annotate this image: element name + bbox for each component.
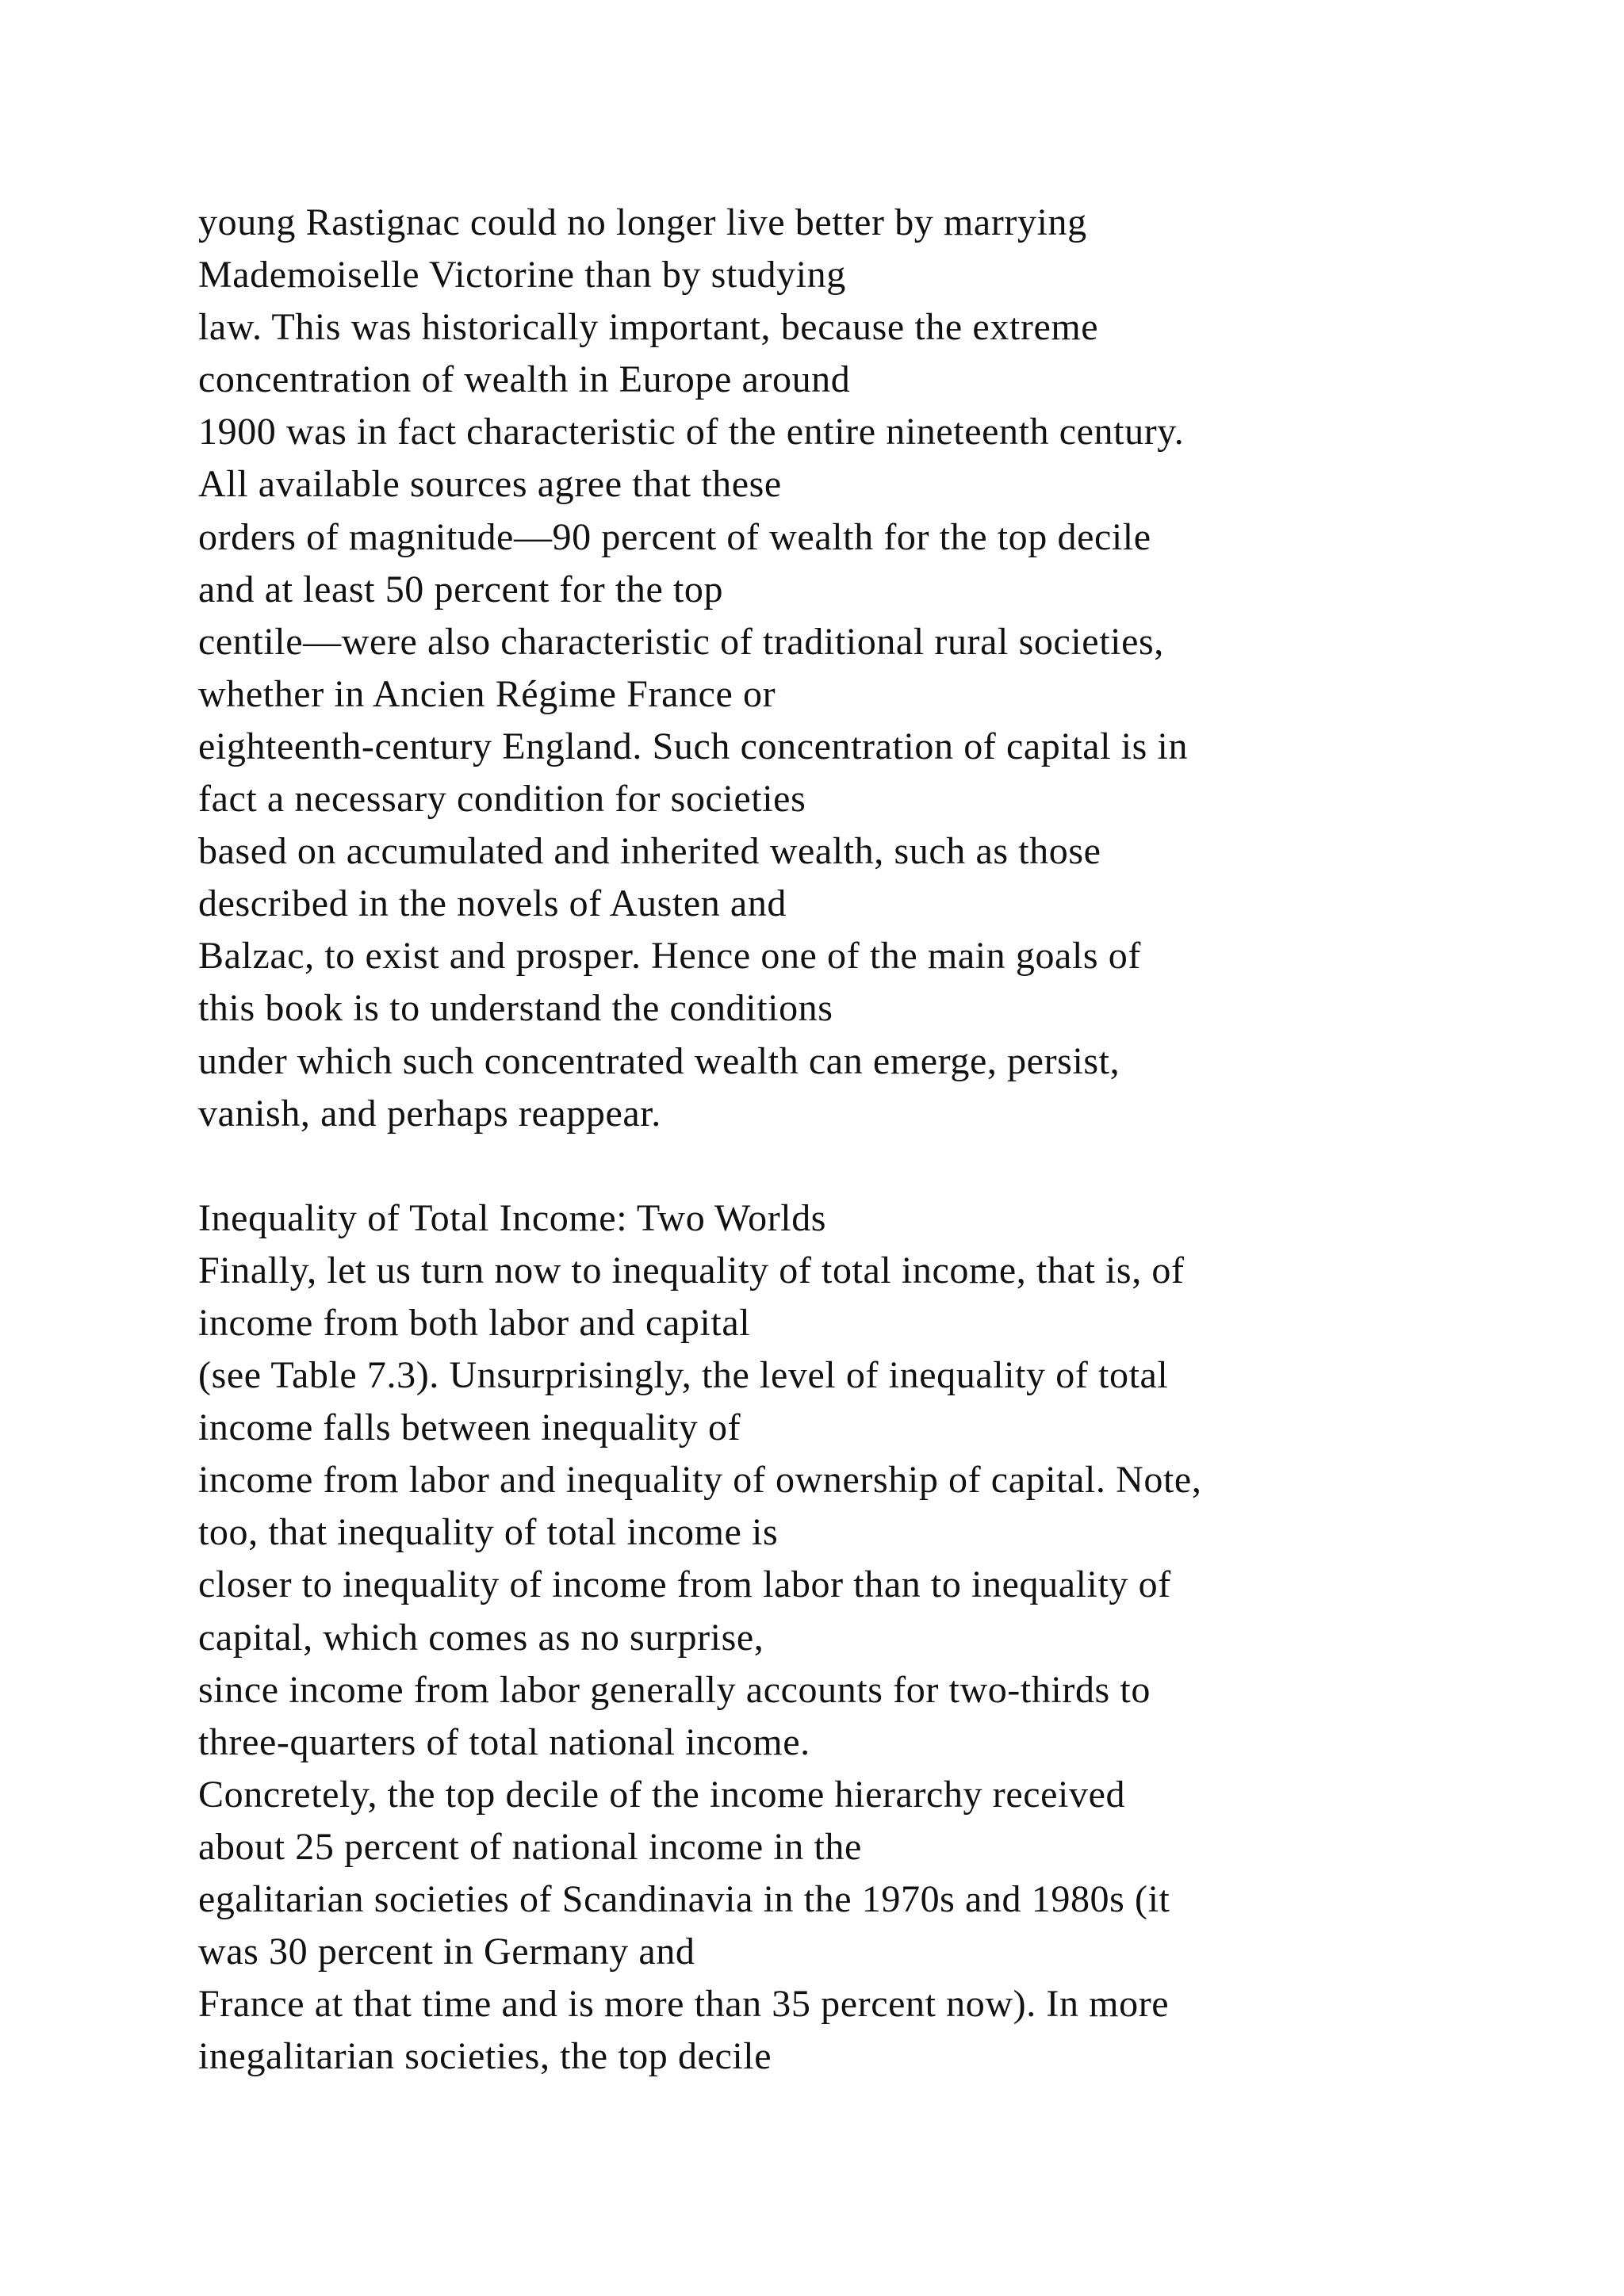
text-line: whether in Ancien Régime France or (198, 672, 776, 715)
text-line: capital, which comes as no surprise, (198, 1616, 764, 1659)
text-line: fact a necessary condition for societies (198, 778, 806, 821)
text-line: income from both labor and capital (198, 1301, 751, 1344)
text-line: centile—were also characteristic of traditional rural societies, (198, 620, 1164, 663)
text-line: income falls between inequality of (198, 1406, 741, 1449)
section-heading: Inequality of Total Income: Two Worlds (198, 1196, 827, 1239)
text-line: three-quarters of total national income. (198, 1720, 810, 1763)
text-line: orders of magnitude—90 percent of wealth for the top decile (198, 515, 1151, 558)
text-line: under which such concentrated wealth can emerge, persist, (198, 1039, 1120, 1082)
text-line: (see Table 7.3). Unsurprisingly, the level of inequality of total (198, 1354, 1169, 1397)
text-line: concentration of wealth in Europe around (198, 358, 851, 401)
text-line: was 30 percent in Germany and (198, 1931, 695, 1973)
text-line: Mademoiselle Victorine than by studying (198, 254, 846, 297)
text-line: law. This was historically important, because the extreme (198, 306, 1099, 349)
document-body (198, 197, 1546, 2083)
text-line: closer to inequality of income from labor than to inequality of (198, 1563, 1171, 1606)
text-line: Concretely, the top decile of the income hierarchy received (198, 1773, 1126, 1816)
text-line: described in the novels of Austen and (198, 882, 787, 925)
text-line: All available sources agree that these (198, 463, 782, 506)
text-line: vanish, and perhaps reappear. (198, 1092, 661, 1135)
paragraph-total-income (198, 1245, 1546, 1769)
paragraph-spacer (198, 1140, 1546, 1192)
text-line: about 25 percent of national income in the (198, 1825, 862, 1868)
text-line: income from labor and inequality of ownership of capital. Note, (198, 1459, 1202, 1502)
text-line: egalitarian societies of Scandinavia in the 1970s and 1980s (it (198, 1878, 1170, 1920)
text-line: France at that time and is more than 35 percent now). In more (198, 1983, 1170, 2026)
paragraph-concretely (198, 1769, 1546, 2084)
text-line: inegalitarian societies, the top decile (198, 2035, 772, 2078)
text-line: 1900 was in fact characteristic of the entire nineteenth century. (198, 411, 1185, 453)
text-line: Finally, let us turn now to inequality of total income, that is, of (198, 1249, 1185, 1292)
text-line: eighteenth-century England. Such concentration of capital is in (198, 725, 1189, 767)
text-line: this book is to understand the conditions (198, 987, 833, 1030)
text-line: too, that inequality of total income is (198, 1511, 779, 1554)
text-line: based on accumulated and inherited wealth, such as those (198, 830, 1101, 873)
text-line: since income from labor generally accounts for two-thirds to (198, 1668, 1151, 1711)
paragraph-rastignac (198, 197, 1546, 1140)
text-line: young Rastignac could no longer live better by marrying (198, 201, 1087, 243)
text-line: and at least 50 percent for the top (198, 568, 724, 610)
text-line: Balzac, to exist and prosper. Hence one of the main goals of (198, 935, 1141, 978)
